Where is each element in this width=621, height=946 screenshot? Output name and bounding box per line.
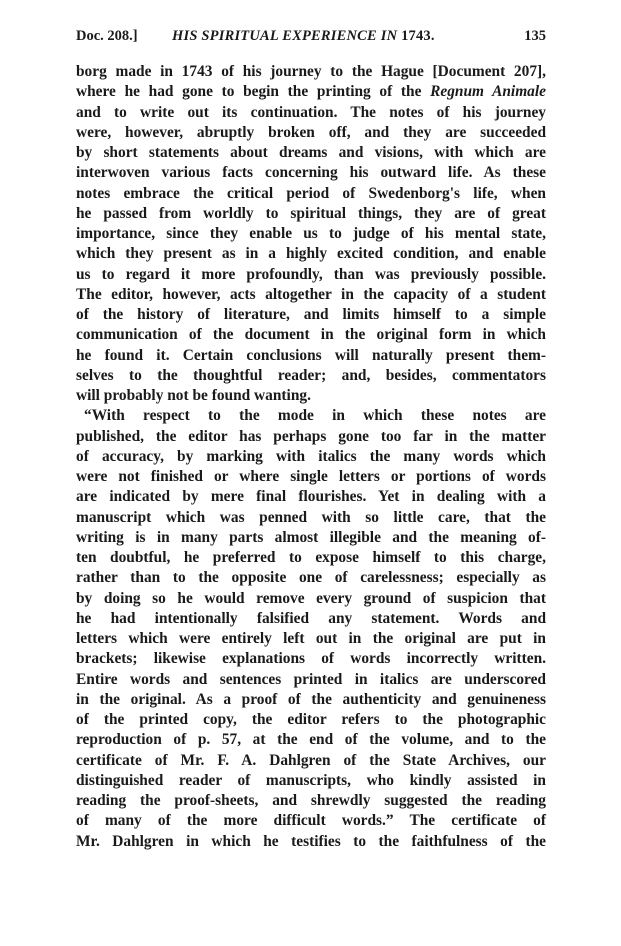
text-line: are indicated by mere final flourishes. Yet in dealing with a [76, 488, 546, 506]
running-title-text: HIS SPIRITUAL EXPERIENCE IN [172, 28, 398, 44]
text-line: by doing so he would remove every ground of suspicion that [76, 589, 546, 607]
text-line: he passed from worldly to spiritual things, they are of great [76, 204, 546, 222]
text-line: of the printed copy, the editor refers to the photographic [76, 711, 546, 728]
text-line: by short statements about dreams and visions, with which are [76, 144, 546, 161]
text-line: certificate of Mr. F. A. Dahlgren of the State Archives, our [76, 751, 546, 769]
text-line: were not finished or where single letters or portions of words [76, 468, 546, 485]
text-line: published, the editor has perhaps gone too far in the matter [76, 427, 546, 445]
running-title [172, 28, 435, 45]
text-line: in the original. As a proof of the authenticity and genuineness [76, 690, 546, 708]
text-line: selves to the thoughtful reader; and, besides, commentators [76, 366, 546, 384]
running-title-year: 1743. [401, 28, 435, 44]
text-line: ten doubtful, he preferred to expose himself to this charge, [76, 549, 546, 566]
text-line: us to regard it more profoundly, than was previously possible. [76, 265, 546, 283]
book-page [76, 28, 546, 852]
text-line: of accuracy, by marking with italics the many words which [76, 447, 546, 465]
text-line: writing is in many parts almost illegible and the meaning of- [76, 528, 546, 546]
text-line: letters which were entirely left out in the original are put in [76, 630, 546, 647]
page-number: 135 [524, 28, 546, 44]
text-line: interwoven various facts concerning his outward life. As these [76, 164, 546, 182]
text-line-segment: where he had gone to begin the printing of the [76, 83, 431, 101]
text-line: “With respect to the mode in which these notes are [84, 407, 546, 425]
text-line: reading the proof-sheets, and shrewdly suggested the reading [76, 792, 546, 809]
text-line: he found it. Certain conclusions will naturally present them- [76, 346, 546, 364]
text-line: notes embrace the critical period of Swedenborg's life, when [76, 184, 546, 202]
text-line: communication of the document in the original form in which [76, 326, 546, 344]
body-text [76, 62, 546, 852]
text-line: importance, since they enable us to judge of his mental state, [76, 225, 546, 242]
text-line: rather than to the opposite one of carelessness; especially as [76, 569, 546, 587]
running-header [76, 28, 546, 52]
text-line: reproduction of p. 57, at the end of the volume, and to the [76, 731, 546, 749]
text-line: distinguished reader of manuscripts, who kindly assisted in [76, 771, 546, 789]
text-line: brackets; likewise explanations of words incorrectly written. [76, 650, 546, 668]
document-reference: Doc. 208.] [76, 28, 138, 44]
text-line [76, 82, 546, 102]
text-line: were, however, abruptly broken off, and they are succeeded [76, 123, 546, 141]
italic-title: Regnum Animale [430, 83, 546, 101]
text-line: of many of the more difficult words.” The certificate of [76, 812, 546, 830]
text-line: and to write out its continuation. The notes of his journey [76, 103, 546, 121]
text-line: which they present as in a highly excited condition, and enable [76, 245, 546, 263]
text-line: Mr. Dahlgren in which he testifies to the faithfulness of the [76, 832, 546, 850]
text-line: borg made in 1743 of his journey to the Hague [Document 207], [76, 63, 546, 80]
text-line: of the history of literature, and limits himself to a simple [76, 306, 546, 323]
text-line: will probably not be found wanting. [76, 387, 311, 404]
text-line: manuscript which was penned with so little care, that the [76, 508, 546, 526]
text-line: Entire words and sentences printed in italics are underscored [76, 670, 546, 688]
text-line: he had intentionally falsified any statement. Words and [76, 609, 546, 627]
text-line: The editor, however, acts altogether in the capacity of a student [76, 285, 546, 303]
